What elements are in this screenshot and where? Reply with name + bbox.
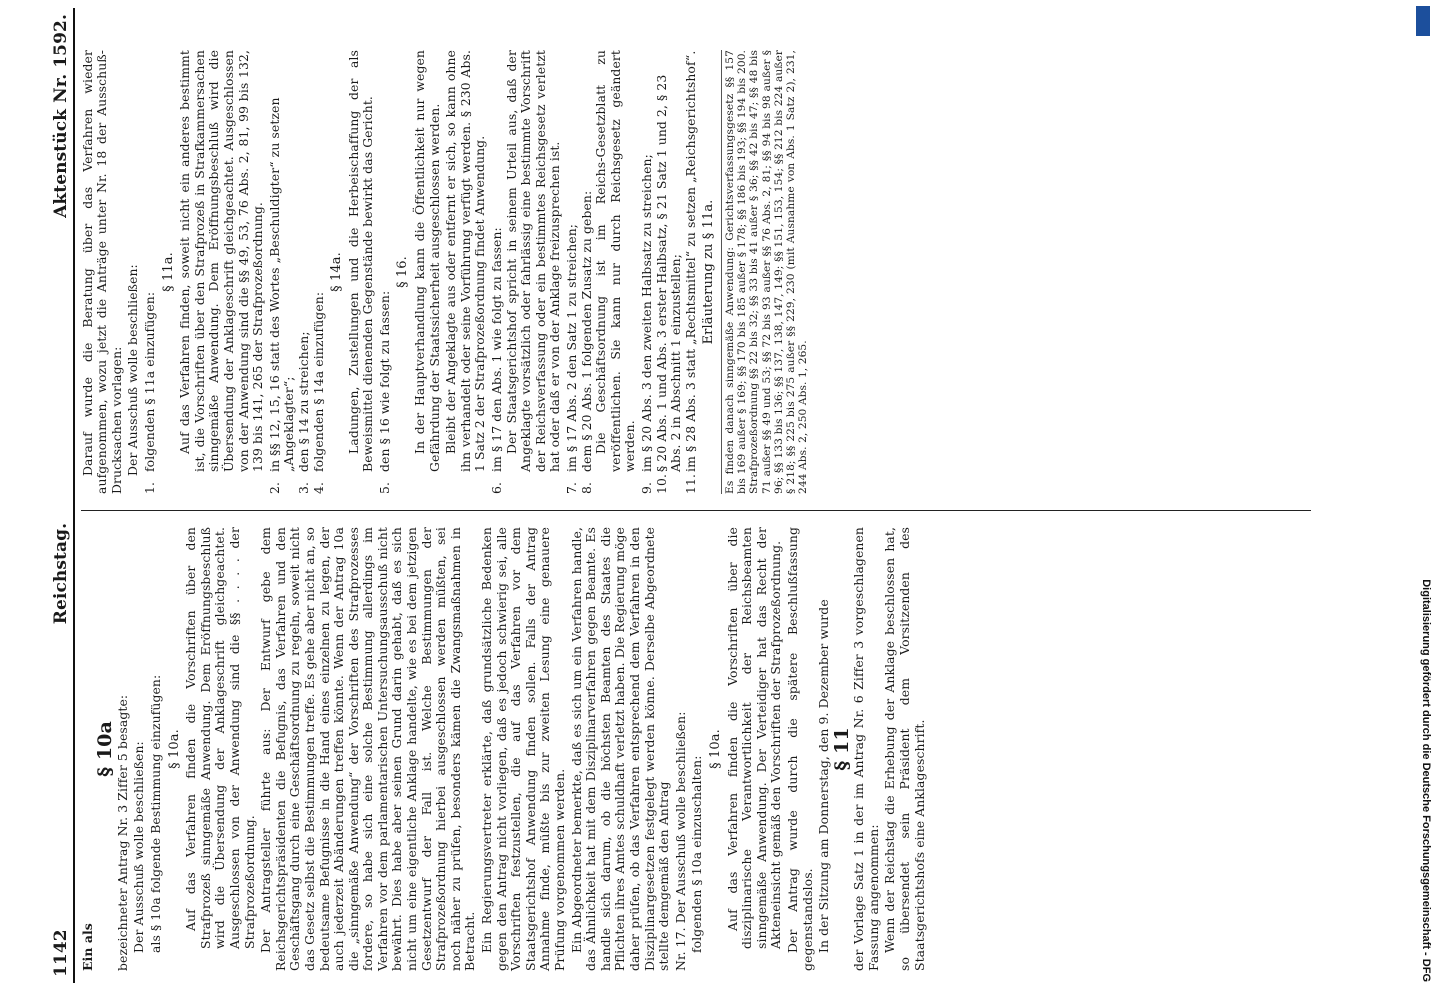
list-item: 5. den § 16 wie folgt zu fassen:: [376, 290, 392, 494]
paragraph: Die Geschäftsordnung ist im Reichs-Gesetzblatt zu veröffentlichen. Sie kann nur durch Reichsgesetz geändert werden.: [593, 50, 638, 472]
section-heading: § 10a.: [707, 729, 723, 769]
rotated-page: [52, 8, 1352, 983]
section-heading: § 14a.: [329, 252, 345, 292]
list-item: 9. im § 20 Abs. 3 den zweiten Halbsatz zu streichen;: [638, 154, 654, 494]
list-item: 1. folgenden § 11a einzufügen:: [141, 291, 157, 494]
list-item: 8. dem § 20 Abs. 1 folgenden Zusatz zu geben:: [578, 190, 594, 494]
paragraph: Der Staatsgerichtshof spricht in seinem Urteil aus, daß der Angeklagte vorsätzlich oder fahrlässig eine bestimmte Vorschrift der Reichsverfassung oder ein bestimmtes Reichsgesetz verletzt hat oder daß er von der Anklage freizusprechen ist.: [503, 50, 563, 472]
paragraph: Der Antrag wurde durch die spätere Beschlußfassung gegenstandslos.: [784, 527, 815, 971]
list-item: 11. im § 28 Abs. 3 statt „Rechtsmittel“ zu setzen „Reichsgerichtshof“.: [682, 50, 698, 494]
paragraph: Der Ausschuß wolle beschließen:: [131, 741, 147, 953]
paragraph: In der Hauptverhandlung kann die Öffentlichkeit nur wegen Gefährdung der Staatssicherheit ausgeschlossen werden.: [412, 50, 442, 472]
column-divider: [81, 510, 1311, 511]
paragraph: Ein als: [79, 923, 95, 971]
paragraph: Ein Regierungsvertreter erklärte, daß grundsätzliche Bedenken gegen den Antrag nicht vorliegen, daß es jedoch schwierig sei, alle Vorschriften festzustellen, die auf das Verfahren vor dem Staatsgerichtshof Anwendung finden sollen. Falls der Antrag Annahme finde, müßte bis zur zweiten Lesung eine genauere Prüfung vorgenommen werden.: [479, 527, 567, 971]
section-heading: § 11: [830, 727, 853, 771]
right-column: [81, 38, 1311, 506]
digitization-note: Digitalisierung gefördert durch die Deutsche Forschungsgemeinschaft - DFG: [1420, 579, 1432, 982]
digitization-sidebar: [1414, 22, 1432, 982]
paragraph: Auf das Verfahren finden, soweit nicht ein anderes bestimmt ist, die Vorschriften über den Strafprozeß in Strafkammersachen sinngemäße Anwendung. Dem Eröffnungsbeschluß wird die Übersendung der Anklageschrift gleichgeachtet. Ausgeschlossen von der Anwendung sind die §§ 49, 53, 76 Abs. 2, 81, 99 bis 132, 139 bis 141, 265 der Strafprozeßordnung.: [177, 50, 266, 472]
paragraph: der Vorlage Satz 1 in der im Antrag Nr. 6 Ziffer 3 vorgeschlagenen Fassung angenommen:: [851, 527, 881, 971]
list-item: 3. den § 14 zu streichen;: [295, 331, 311, 494]
list-item: 7. im § 17 Abs. 2 den Satz 1 zu streichen;: [564, 223, 579, 494]
section-heading: § 16.: [395, 256, 411, 288]
paragraph: folgenden § 10a einzuschalten:: [689, 755, 705, 953]
paragraph: Ladungen, Zustellungen und die Herbeischaffung der als Beweismittel dienenden Gegenstände bewirkt das Gericht.: [345, 50, 376, 472]
list-item: 2. in §§ 12, 15, 16 statt des Wortes „Beschuldigter“ zu setzen „Angeklagter“;: [266, 97, 297, 494]
paragraph: Darauf wurde die Beratung über das Verfahren wieder aufgenommen, wozu jetzt die Anträge unter Nr. 18 der Ausschuß-Drucksachen vorlagen:: [79, 50, 124, 494]
footnote: Es finden danach sinngemäße Anwendung: Gerichtsverfassungsgesetz §§ 157 bis 169 außer § 169; §§ 170 bis 185 außer § 178; §§ 186 bis 193; §§ 194 bis 200. Strafprozeßordnung §§ 22 bis 32; §§ 33 bis 41 außer § 36; §§ 42 bis 47; §§ 48 bis 71 außer §§ 49 und 53; §§ 72 bis 93 außer §§ 76 Abs. 2, 81; §§ 94 bis 98 außer § 96; §§ 133 bis 136; §§ 137, 138, 147, 149; §§ 151, 153, 154; §§ 212 bis 224 außer § 218; §§ 225 bis 275 außer §§ 229, 230 (mit Ausnahme von Abs. 1 Satz 2), 231, 244 Abs. 2, 250 Abs. 1, 265.: [721, 50, 809, 494]
section-heading: § 10a.: [166, 729, 182, 769]
paragraph: Wenn der Reichstag die Erhebung der Anklage beschlossen hat, so übersendet sein Präsident dem Vorsitzenden des Staatsgerichtshofs eine Anklageschrift.: [882, 527, 927, 971]
paragraph: Bleibt der Angeklagte aus oder entfernt er sich, so kann ohne ihn verhandelt oder seine Vorführung verfügt werden. § 230 Abs. 1 Satz 2 der Strafprozeßordnung findet Anwendung.: [443, 50, 488, 472]
paragraph: Auf das Verfahren finden die Vorschriften über die disziplinarische Verantwortlichkeit der Reichsbeamten sinngemäße Anwendung. Der Verteidiger hat das Recht der Akteneinsicht gemäß den Vorschriften der Strafprozeßordnung.: [724, 527, 784, 949]
header-right-title: Aktenstück Nr. 1592.: [51, 14, 71, 218]
paragraph: bezeichneter Antrag Nr. 3 Ziffer 5 besagte:: [114, 694, 130, 971]
paragraph: Auf das Verfahren finden die Vorschriften über den Strafprozeß sinngemäße Anwendung. Dem Eröffnungsbeschluß wird die Übersendung der Anklageschrift gleichgeachtet. Ausgeschlossen von der Anwendung sind die §§ . . . . der Strafprozeßordnung.: [183, 527, 257, 949]
section-heading: § 11a.: [160, 252, 176, 292]
paragraph: Der Antragsteller führte aus: Der Entwurf gebe dem Reichsgerichtspräsidenten die Befugnis, das Verfahren und den Geschäftsgang durch eine Geschäftsordnung zu regeln, soweit nicht das Gesetz selbst die Bestimmungen treffe. Es gehe aber nicht an, so bedeutsame Befugnisse in die Hand eines einzelnen zu legen, der auch jederzeit Abänderungen treffen könnte. Wenn der Antrag 10a die „sinngemäße Anwendung“ der Vorschriften des Strafprozesses fordere, so habe sich eine solche Bestimmung allerdings im Verfahren vor dem parlamentarischen Untersuchungsausschuß nicht bewährt. Dies habe aber seinen Grund darin gehabt, daß es sich nicht um eine eigentliche Anklage handelte, wie es bei dem jetzigen Gesetzentwurf der Fall ist. Welche Bestimmungen der Strafprozeßordnung hierbei ausgeschlossen werden müßten, sei noch näher zu prüfen, besonders kämen die Zwangsmaßnahmen in Betracht.: [258, 527, 478, 971]
page-header: [52, 8, 75, 983]
list-item: 10. § 20 Abs. 1 und Abs. 3 erster Halbsatz, § 21 Satz 1 und 2, § 23 Abs. 2 in Abschnitt 1 einzustellen;: [653, 74, 684, 494]
section-heading: § 10a: [94, 721, 117, 777]
list-item: 4. folgenden § 14a einzufügen:: [310, 291, 326, 494]
paragraph: In der Sitzung am Donnerstag, den 9. Dezember wurde: [816, 599, 832, 953]
left-column: [81, 515, 1311, 983]
paragraph: Nr. 17. Der Ausschuß wolle beschließen:: [672, 711, 688, 971]
paragraph: Ein Abgeordneter bemerkte, daß es sich um ein Verfahren handle, das Ähnlichkeit hat mit dem Disziplinarverfahren gegen Beamte. Es handle sich darum, ob die höchsten Beamten des Staates die Pflichten ihres Amtes schuldhaft verletzt haben. Die Regierung möge daher prüfen, ob das Verfahren entsprechend dem Verfahren in den Disziplinargesetzen festgelegt werden könne. Derselbe Abgeordnete stellte demgemäß den Antrag: [568, 527, 672, 971]
list-item: 6. im § 17 den Abs. 1 wie folgt zu fassen:: [489, 227, 505, 494]
header-center-title: Reichstag.: [51, 522, 71, 625]
explanation-title: Erläuterung zu § 11a.: [701, 199, 717, 345]
paragraph: Der Ausschuß wolle beschließen:: [125, 264, 141, 476]
paragraph: als § 10a folgende Bestimmung einzufügen:: [147, 674, 163, 953]
page-number: 1142: [51, 929, 71, 977]
